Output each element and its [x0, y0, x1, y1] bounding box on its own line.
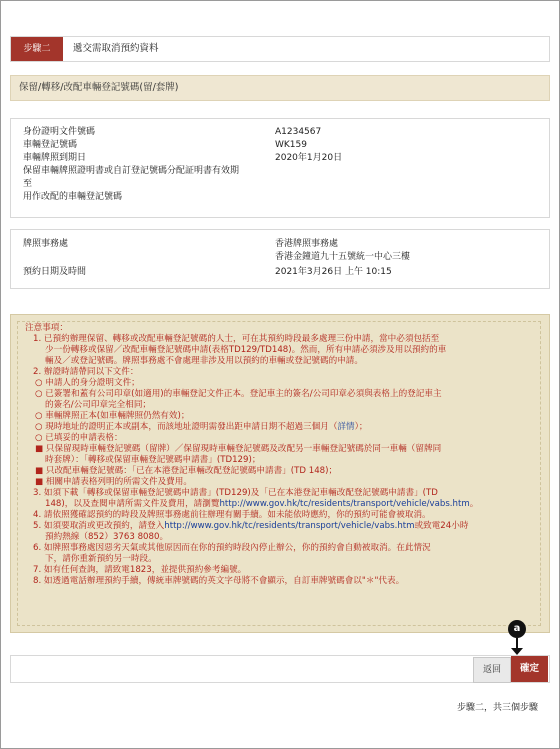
office-label: 牌照事務處 [23, 239, 69, 249]
note-8: 8. 如透過電話辦理預約手續，傳統車牌號碼的英文字母將不會顯示，自訂車牌號碼會以"＊"代表。 [33, 576, 405, 586]
form-item-1: ■ 只保留現時車輛登記號碼（留牌）／保留現時車輛登記號碼及改配另一車輛登記號碼於同一車輛（留牌同 [35, 444, 442, 454]
step-bar [10, 36, 550, 62]
note-3-cont [45, 499, 478, 510]
certificate-validity-label-cont: 至 [23, 179, 33, 189]
annotation-arrow-head [511, 648, 523, 655]
reassign-mark-label: 用作改配的車輛登記號碼 [23, 192, 123, 202]
back-button[interactable]: 返回 [473, 657, 511, 683]
appointment-date-label: 預約日期及時間 [23, 267, 87, 277]
vabs-link-1[interactable]: http://www.gov.hk/tc/residents/transport/vehicle/vabs.htm [219, 499, 470, 509]
note-2-item-4 [35, 422, 368, 433]
confirm-button[interactable]: 確定 [511, 656, 548, 682]
id-doc-label: 身份證明文件號碼 [23, 127, 96, 137]
office-address: 香港金鐘道九十五號統一中心三樓 [275, 252, 411, 262]
note-1-cont2: 輛及／或登記號碼。牌照事務處不會處理非涉及用以預約的車輛或登記號碼的申請。 [45, 356, 363, 366]
notes-panel [10, 314, 550, 633]
note-2-item-4-text: ○ 現時地址的證明正本或副本，而該地址證明需發出距申請日期不超過三個月（ [35, 422, 338, 432]
step-progress: 步驟二，共三個步驟 [456, 703, 538, 713]
appointment-date-value: 2021年3月26日 上午 10:15 [275, 267, 392, 277]
action-bar [10, 655, 550, 683]
licence-expiry-value: 2020年1月20日 [275, 153, 343, 163]
id-doc-value: A1234567 [275, 127, 322, 137]
note-4: 4. 請依照獲確認預約的時段及牌照事務處前往辦理有關手續。如未能依時應約，你的預約可能會被取消。 [33, 510, 431, 520]
notes-title: 注意事項： [25, 323, 68, 333]
appointment-panel [10, 229, 550, 289]
note-2-item-3: ○ 車輛牌照正本(如車輛牌照仍然有效)； [35, 411, 190, 421]
note-5-cont: 預約熱線（852）3763 8080。 [45, 532, 169, 542]
annotation-marker: a [508, 620, 526, 638]
note-3-end: 。 [469, 499, 479, 509]
step-title: 遞交需取消預約資料 [73, 43, 159, 54]
note-6-cont: 下，請你重新預約另一時段。 [45, 554, 157, 564]
note-2-item-2-cont: 的簽名/公司印章完全相同； [45, 400, 152, 410]
section-title [10, 75, 550, 101]
vabs-link-2[interactable]: http://www.gov.hk/tc/residents/transport/vehicle/vabs.htm [164, 521, 415, 531]
vehicle-info-panel [10, 118, 550, 218]
office-name: 香港牌照事務處 [275, 239, 339, 249]
note-1: 1. 已預約辦理保留、轉移或改配車輛登記號碼的人士，可在其預約時段最多處理三份申請，當中必須包括至 [33, 334, 440, 344]
note-6: 6. 如牌照事務處因惡劣天氣或其他原因而在你的預約時段內停止辦公，你的預約會自動被取消。在此情況 [33, 543, 431, 553]
reg-mark-value: WK159 [275, 140, 307, 150]
note-5-end: 或致電24小時 [414, 521, 469, 531]
note-2-item-1: ○ 申請人的身分證明文件； [35, 378, 140, 388]
note-2-item-4-end: ）； [354, 422, 368, 432]
note-2-item-2: ○ 已簽署和蓋有公司印章(如適用)的車輛登記文件正本。登記車主的簽名/公司印章必須與表格上的登記車主 [35, 389, 442, 399]
note-5-text: 5. 如須要取消或更改預約，請登入 [33, 521, 165, 531]
note-5 [33, 521, 468, 532]
note-2: 2. 辦證時請帶同以下文件： [33, 367, 139, 377]
section-title-text: 保留/轉移/改配車輛登記號碼(留/套牌) [19, 82, 179, 93]
licence-expiry-label: 車輛牌照到期日 [23, 153, 87, 163]
details-link[interactable]: 詳情 [337, 422, 355, 432]
note-3: 3. 如須下載「轉移或保留車輛登記號碼申請書」(TD129)及「已在本港登記車輛改配登記號碼申請書」(TD [33, 488, 438, 498]
form-item-1-cont: 時套牌）：「轉移或保留車輛登記號碼申請書」(TD129)； [45, 455, 261, 465]
note-2-item-5: ○ 已填妥的申請表格： [35, 433, 123, 443]
certificate-validity-label: 保留車輛牌照證明書或自訂登記號碼分配証明書有效期 [23, 166, 240, 176]
form-item-3: ■ 相關申請表格列明的所需文件及費用。 [35, 477, 192, 487]
note-1-cont: 少一份轉移或保留／改配車輛登記號碼申請(表格TD129/TD148)。然而，所有申請必須涉及用以預約的車 [45, 345, 447, 355]
step-badge: 步驟二 [11, 37, 63, 61]
form-item-2: ■ 只改配車輛登記號碼：「已在本港登記車輛改配登記號碼申請書」(TD 148)； [35, 466, 338, 476]
note-7: 7. 如有任何查詢，請致電1823，並提供預約參考編號。 [33, 565, 247, 575]
note-3-cont-text: 148)，以及查閱申請所需文件及費用，請瀏覽 [45, 499, 220, 509]
reg-mark-label: 車輛登記號碼 [23, 140, 78, 150]
